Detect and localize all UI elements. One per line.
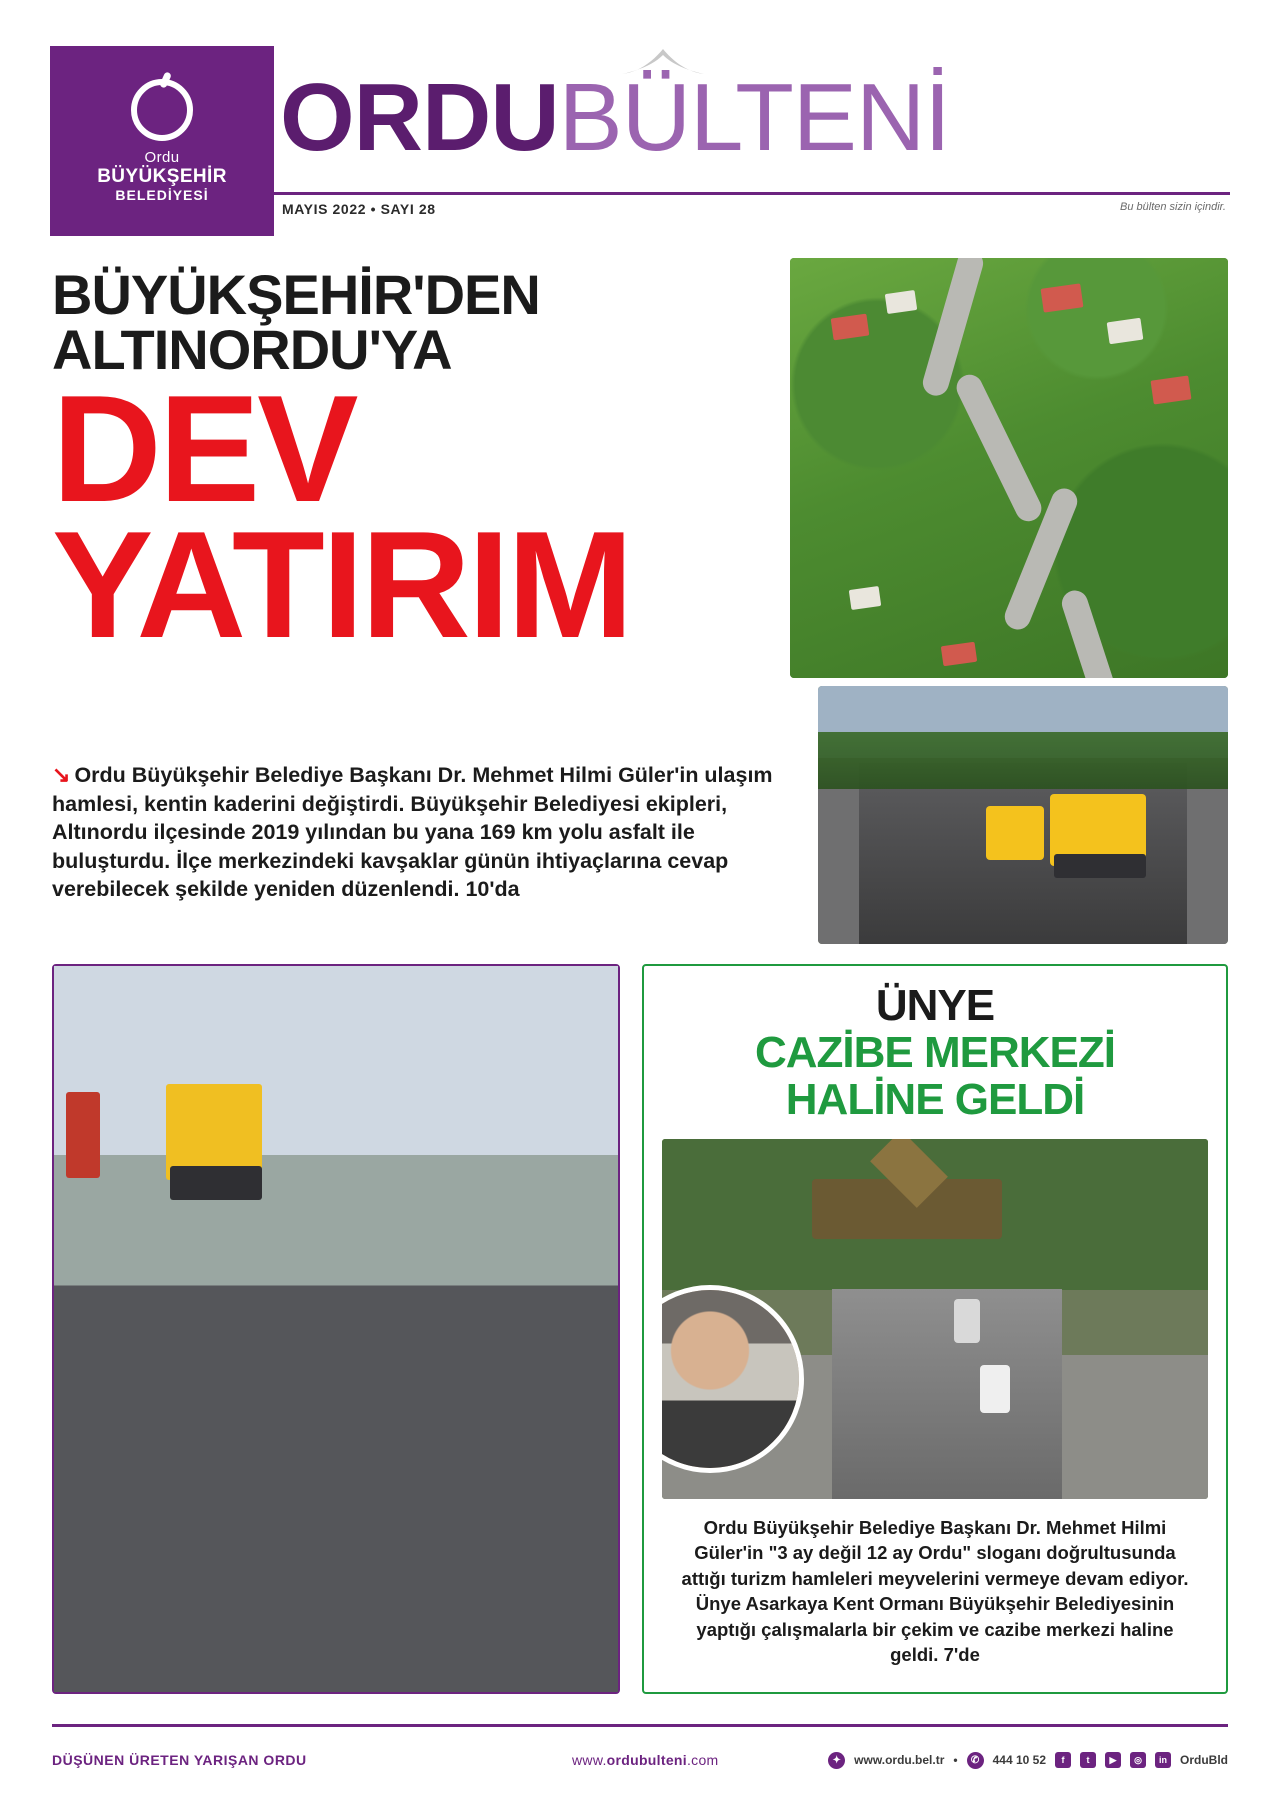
- lead-kicker-line-1: BÜYÜKŞEHİR'DEN: [52, 263, 540, 326]
- rooftop: [885, 290, 917, 314]
- road-surface: [832, 1289, 1062, 1499]
- footer-phone[interactable]: 444 10 52: [992, 1753, 1046, 1767]
- instagram-icon[interactable]: ◎: [1130, 1752, 1146, 1768]
- car: [954, 1299, 980, 1343]
- footer-social-handle[interactable]: OrduBld: [1180, 1753, 1228, 1767]
- city-photo-art: [341, 1137, 600, 1487]
- logo-line-1: Ordu: [144, 148, 180, 166]
- lead-photo-asphalt: [818, 686, 1228, 944]
- treeline: [818, 732, 1228, 789]
- story-card-fatsa[interactable]: [52, 964, 620, 1694]
- municipality-logo: [50, 46, 274, 236]
- logo-text: [97, 150, 227, 204]
- lead-photo-aerial: [790, 258, 1228, 678]
- footer-web-suffix: .com: [686, 1752, 719, 1768]
- portrait-art: [662, 1290, 799, 1468]
- page-title: [280, 64, 950, 171]
- logo-line-2: BÜYÜKŞEHİR: [97, 166, 227, 188]
- lead-kicker-line-2: ALTINORDU'YA: [52, 317, 452, 381]
- photo-asarkaya-forest: [662, 1139, 1208, 1499]
- globe-icon: ✦: [828, 1752, 845, 1769]
- issue-note: Bu bülten sizin içindir.: [1120, 201, 1226, 213]
- masthead-divider: [274, 192, 1230, 195]
- title-bulteni: BÜLTENİ: [558, 64, 950, 171]
- twitter-icon[interactable]: t: [1080, 1752, 1096, 1768]
- arrow-icon: ↘: [52, 762, 71, 787]
- title-area: [274, 46, 1230, 236]
- card-head-line-2: CAZİBE MERKEZİ: [755, 1027, 1115, 1077]
- footer-web-name: ordubulteni: [606, 1752, 687, 1768]
- footer-site[interactable]: www.ordu.bel.tr: [854, 1753, 945, 1767]
- paver-machine: [986, 806, 1044, 860]
- footer: [52, 1740, 1228, 1780]
- card-head-line-3: HALİNE GELDİ: [785, 1074, 1085, 1124]
- lead-big-line-1: DEV: [52, 363, 356, 534]
- avatar-mayor: [662, 1285, 804, 1473]
- linkedin-icon[interactable]: in: [1155, 1752, 1171, 1768]
- masthead: [50, 46, 1230, 236]
- footer-divider: [52, 1724, 1228, 1727]
- card-body-text: Ordu Büyükşehir Belediye Başkanı Dr. Mehmet Hilmi Güler'in "3 ay değil 12 ay Ordu" sloganı doğrultusunda attığı turizm hamleleri meyvelerini vermeye devam ediyor. Ünye Asarkaya Kent Ormanı Büyükşehir Belediyesinin yaptığı çalışmalarla bir çekim ve cazibe merkezi haline geldi. 7'de: [681, 1516, 1189, 1666]
- youtube-icon[interactable]: ▶: [1105, 1752, 1121, 1768]
- rooftop: [849, 586, 881, 610]
- footer-web-prefix: www.: [572, 1752, 607, 1768]
- footer-website[interactable]: [572, 1752, 719, 1768]
- issue-info: MAYIS 2022 • SAYI 28: [282, 201, 436, 217]
- lead-headline: [52, 263, 772, 671]
- rooftop: [1107, 318, 1144, 345]
- footer-slogan: DÜŞÜNEN ÜRETEN YARIŞAN ORDU: [52, 1752, 307, 1768]
- facebook-icon[interactable]: f: [1055, 1752, 1071, 1768]
- ordu-logo-icon: [131, 79, 193, 141]
- photo-paving-crew: [341, 1137, 600, 1487]
- car: [980, 1365, 1010, 1413]
- card-headline: [644, 966, 1226, 1129]
- card-photo-row: [54, 1127, 618, 1487]
- title-ordu: ORDU: [280, 64, 559, 171]
- lead-big-line-2: YATIRIM: [52, 500, 631, 671]
- logo-line-3: BELEDİYESİ: [115, 186, 209, 203]
- footer-separator: •: [953, 1753, 958, 1767]
- lead-body-text: [52, 760, 797, 904]
- phone-icon: ✆: [967, 1752, 984, 1769]
- story-card-unye[interactable]: [642, 964, 1228, 1694]
- card-head-line-1: ÜNYE: [875, 981, 995, 1030]
- roller-drum: [1054, 854, 1146, 878]
- lead-paragraph: Ordu Büyükşehir Belediye Başkanı Dr. Mehmet Hilmi Güler'in ulaşım hamlesi, kentin kaderini değiştirdi. Büyükşehir Belediyesi ekipleri, Altınordu ilçesinde 2019 yılından bu yana 169 km yolu asfalt ile buluşturdu. İlçe merkezindeki kavşaklar günün ihtiyaçlarına cevap verebilecek şekilde yeniden düzenlendi. 10'da: [52, 763, 773, 902]
- footer-contact: [828, 1752, 1228, 1769]
